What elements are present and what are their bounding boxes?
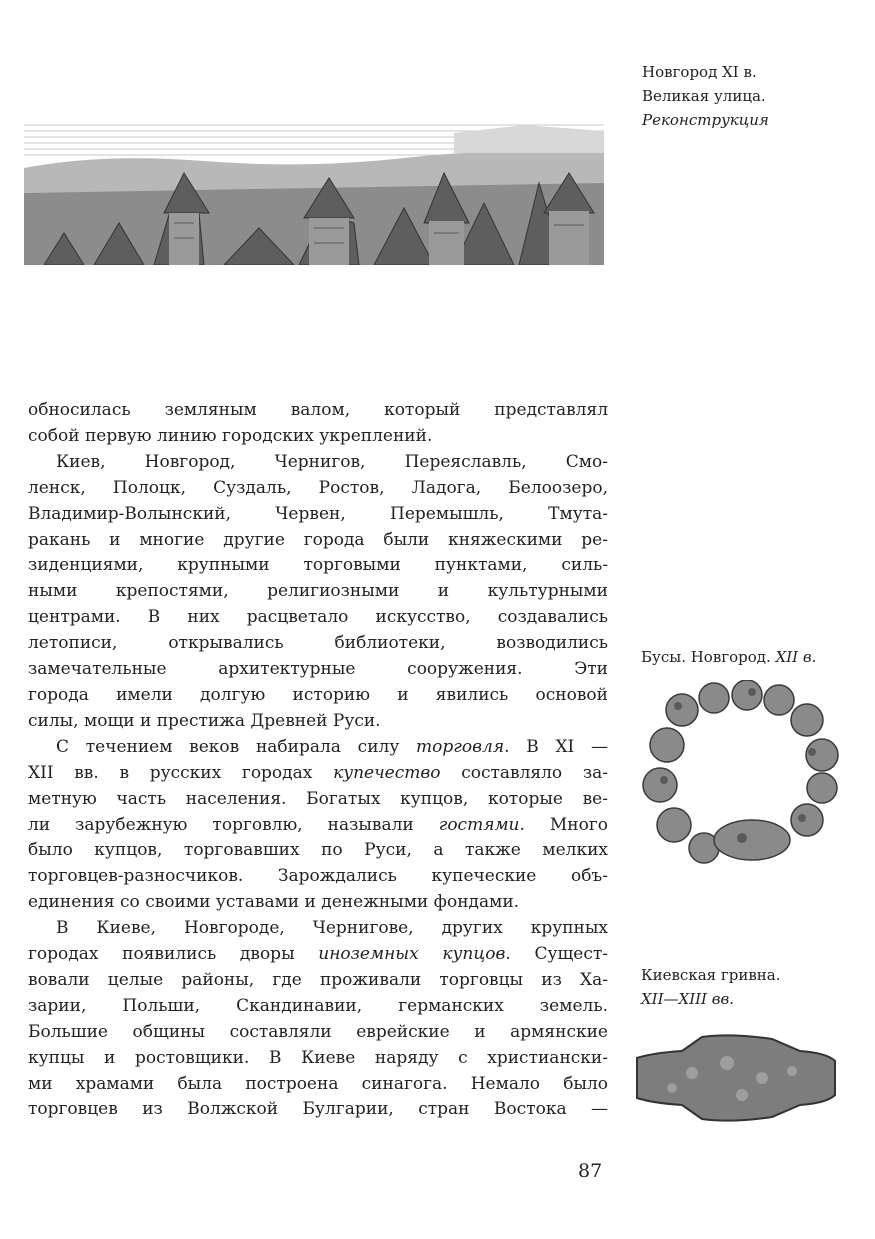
text-line: ными крепостями, религиозными и культурными bbox=[28, 581, 608, 602]
text-line: зиденциями, крупными торговыми пунктами, силь- bbox=[28, 555, 608, 576]
text-run: городах появились дворы bbox=[28, 944, 319, 965]
text-line: ми храмами была построена синагога. Немало было bbox=[28, 1073, 608, 1094]
text-line: единения со своими уставами и денежными фондами. bbox=[28, 892, 520, 913]
text-run: С течением веков набирала силу bbox=[56, 736, 417, 757]
text-run: ли зарубежную торговлю, называли bbox=[28, 814, 439, 835]
caption-line: Киевская гривна. bbox=[641, 966, 781, 984]
beads-photo bbox=[642, 680, 842, 870]
text-line: было купцов, торговавших по Руси, а также мелких bbox=[28, 840, 608, 861]
paragraph bbox=[28, 916, 608, 1123]
text-line: В Киеве, Новгороде, Чернигове, других крупных bbox=[56, 918, 608, 939]
text-line: ракань и многие другие города были княжескими ре- bbox=[28, 529, 608, 550]
caption-line: Новгород XI в. bbox=[642, 63, 757, 81]
text-line: собой первую линию городских укреплений. bbox=[28, 425, 433, 446]
caption-line-italic: XII—XIII вв. bbox=[641, 990, 734, 1008]
text-line: торговцев из Волжской Булгарии, стран Востока — bbox=[28, 1099, 608, 1120]
beads-caption bbox=[641, 645, 816, 669]
text-line bbox=[28, 761, 608, 787]
term: торговля bbox=[416, 736, 505, 757]
text-line: ленск, Полоцк, Суздаль, Ростов, Ладога, Белоозеро, bbox=[28, 477, 608, 498]
text-run: XII вв. в русских городах bbox=[28, 762, 334, 783]
text-line: летописи, открывались библиотеки, возводились bbox=[28, 633, 608, 654]
text-line: Киев, Новгород, Чернигов, Переяславль, Смо- bbox=[56, 451, 608, 472]
paragraph bbox=[28, 450, 608, 735]
text-run: составляло за- bbox=[440, 762, 608, 783]
text-line: силы, мощи и престижа Древней Руси. bbox=[28, 710, 381, 731]
text-line bbox=[28, 735, 608, 761]
text-run: . Много bbox=[519, 814, 609, 835]
grivna-photo bbox=[632, 1033, 839, 1123]
grivna-caption bbox=[641, 963, 781, 1011]
text-line: Большие общины составляли еврейские и армянские bbox=[28, 1021, 608, 1042]
main-text bbox=[28, 398, 608, 1123]
paragraph bbox=[28, 398, 608, 450]
text-line bbox=[28, 813, 608, 839]
term: гостями bbox=[438, 814, 520, 835]
term: иноземных купцов bbox=[318, 944, 506, 965]
text-line: вовали целые районы, где проживали торговцы из Ха- bbox=[28, 969, 608, 990]
text-line: купцы и ростовщики. В Киеве наряду с христиански- bbox=[28, 1047, 608, 1068]
text-line: торговцев-разносчиков. Зарождались купеческие объ- bbox=[28, 866, 608, 887]
text-line: Владимир-Волынский, Червен, Перемышль, Тмута- bbox=[28, 503, 608, 524]
beads-caption-date: XII в. bbox=[775, 648, 817, 666]
text-line bbox=[28, 942, 608, 968]
text-run: . Сущест- bbox=[505, 944, 608, 965]
text-line: обносилась земляным валом, который представлял bbox=[28, 400, 608, 420]
paragraph bbox=[28, 735, 608, 916]
text-line: зарии, Польши, Скандинавии, германских земель. bbox=[28, 995, 608, 1016]
caption-line-italic: Реконструкция bbox=[642, 111, 769, 129]
novgorod-illustration bbox=[24, 113, 604, 265]
text-line: города имели долгую историю и явились основой bbox=[28, 684, 608, 705]
illustration-caption bbox=[642, 60, 769, 132]
text-line: центрами. В них расцветало искусство, создавались bbox=[28, 607, 608, 628]
text-line: метную часть населения. Богатых купцов, которые ве- bbox=[28, 788, 608, 809]
text-run: . В XI — bbox=[504, 736, 608, 757]
beads-caption-text: Бусы. Новгород. bbox=[641, 648, 776, 666]
page-number: 87 bbox=[578, 1160, 603, 1182]
caption-line: Великая улица. bbox=[642, 87, 766, 105]
text-line: замечательные архитектурные сооружения. Эти bbox=[28, 659, 608, 680]
term: купечество bbox=[333, 762, 441, 783]
